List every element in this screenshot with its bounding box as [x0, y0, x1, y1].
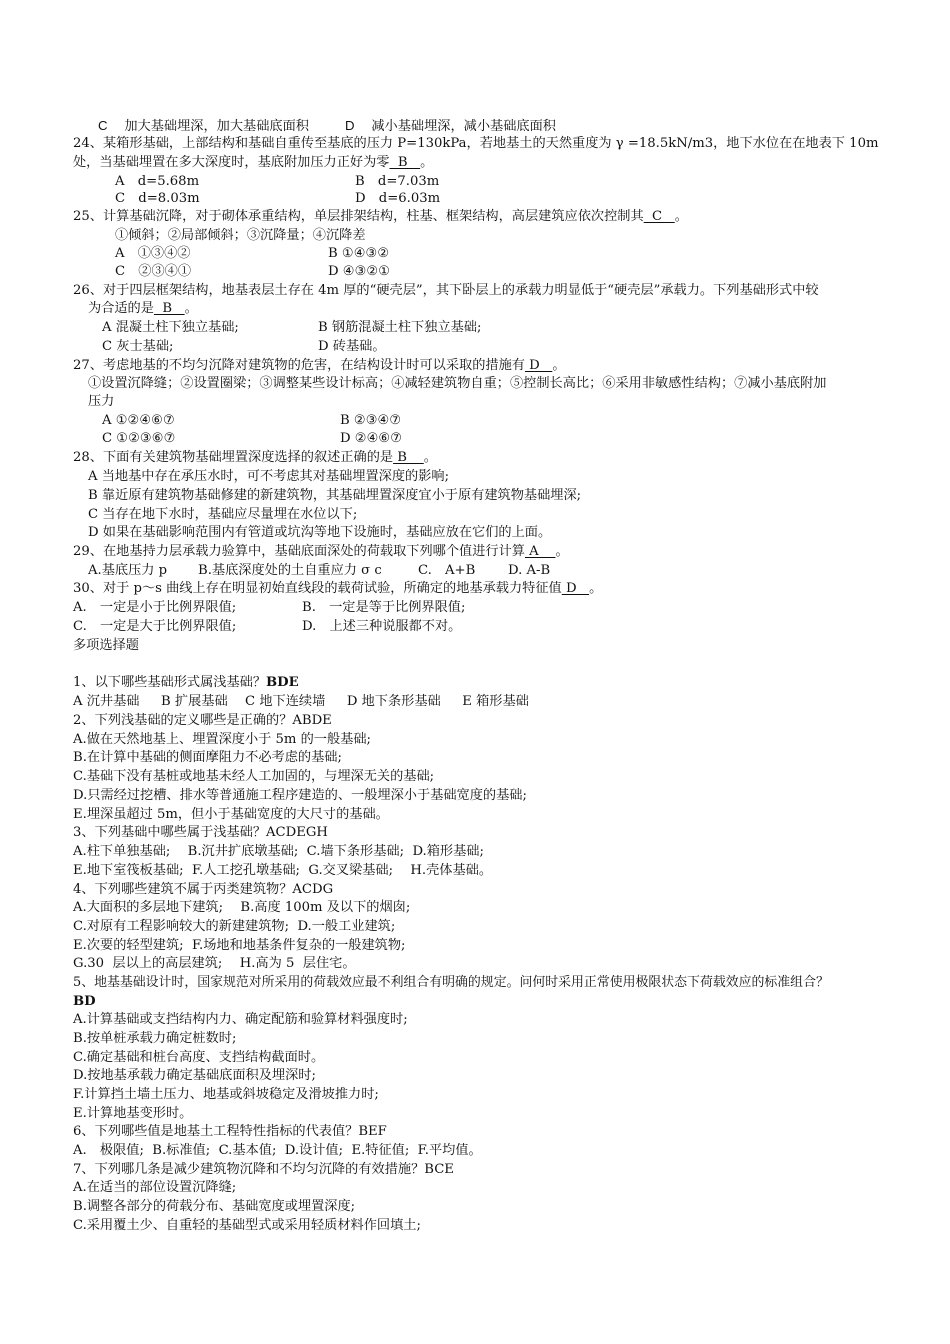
- question-text: 29、在地基持力层承载力验算中，基础底面深处的荷载取下列哪个值进行计算: [73, 544, 525, 559]
- question-25-text: [73, 208, 688, 226]
- option-d: D ④③②①: [328, 264, 391, 279]
- option-d: D 如果在基础影响范围内有管道或坑沟等地下设施时，基础应放在它们的上面。: [88, 525, 552, 540]
- option-d: D. A-B: [508, 563, 551, 578]
- options-line: E.次要的轻型建筑; F.场地和地基条件复杂的一般建筑物;: [73, 938, 406, 953]
- option-a: A.计算基础或支挡结构内力、确定配筋和验算材料强度时;: [73, 1012, 408, 1027]
- answer-blank: B: [389, 155, 421, 170]
- punctuation: 。: [589, 581, 603, 596]
- options-line: E.地下室筏板基础; F.人工挖孔墩基础; G.交叉梁基础; H.壳体基础。: [73, 863, 493, 878]
- option-a: A 当地基中存在承压水时，可不考虑其对基础埋置深度的影响;: [88, 469, 450, 484]
- options-line: C.对原有工程影响较大的新建建筑物; D.一般工业建筑;: [73, 919, 396, 934]
- option-b: B. 一定是等于比例界限值;: [302, 600, 466, 615]
- answer-blank: A: [524, 544, 556, 559]
- section-title: 多项选择题: [73, 638, 139, 653]
- multi-question-7: 7、下列哪几条是减少建筑物沉降和不均匀沉降的有效措施？BCE: [73, 1162, 454, 1177]
- multi-question-6: 6、下列哪些值是地基土工程特性指标的代表值？BEF: [73, 1124, 387, 1139]
- options-line: A. 极限值; B.标准值; C.基本值; D.设计值; E.特征值; F.平均值。: [73, 1143, 482, 1158]
- options-line: A.柱下单独基础; B.沉井扩底墩基础; C.墙下条形基础; D.箱形基础;: [73, 844, 484, 859]
- option-a: A. 一定是小于比例界限值;: [73, 600, 237, 615]
- question-29-text: [73, 543, 569, 561]
- option-e: E.埋深虽超过 5m，但小于基础宽度的大尺寸的基础。: [73, 807, 389, 822]
- question-25-items: ①倾斜；②局部倾斜；③沉降量；④沉降差: [115, 228, 366, 243]
- option-d: D 减小基础埋深，减小基础底面积: [345, 118, 556, 133]
- question-text: 28、下面有关建筑物基础埋置深度选择的叙述正确的是: [73, 450, 394, 465]
- option-c: C 加大基础埋深，加大基础底面积: [98, 118, 309, 133]
- option-d: D.按地基承载力确定基础底面积及埋深时;: [73, 1068, 316, 1083]
- option-a: A ①③④②: [115, 246, 191, 261]
- option-c: C.采用覆土少、自重轻的基础型式或采用轻质材料作回填土;: [73, 1218, 421, 1233]
- punctuation: 。: [674, 209, 688, 224]
- question-26-text-cont: [88, 300, 198, 318]
- options-line: A.大面积的多层地下建筑; B.高度 100m 及以下的烟囱;: [73, 900, 411, 915]
- option-c: C ①②③⑥⑦: [102, 431, 176, 446]
- question-24-text-cont: [73, 154, 433, 172]
- multi-question-1-options: A 沉井基础 B 扩展基础 C 地下连续墙 D 地下条形基础 E 箱形基础: [73, 694, 529, 709]
- option-e: E.计算地基变形时。: [73, 1106, 193, 1121]
- option-d: D ②④⑥⑦: [340, 431, 403, 446]
- option-b: B 钢筋混凝土柱下独立基础;: [318, 320, 482, 335]
- option-a: A ①②④⑥⑦: [102, 413, 175, 428]
- answer-blank: B: [393, 450, 424, 465]
- option-d: D.只需经过挖槽、排水等普通施工程序建造的、一般埋深小于基础宽度的基础;: [73, 788, 527, 803]
- multi-question-5: 5、地基基础设计时，国家规范对所采用的荷载效应最不利组合有明确的规定。问何时采用正常使用极限状态下荷载效应的标准组合？: [73, 975, 829, 990]
- question-text: 30、对于 p～s 曲线上存在明显初始直线段的载荷试验，所确定的地基承载力特征值: [73, 581, 562, 596]
- option-b: B.基底深度处的土自重应力 σ c: [198, 563, 382, 578]
- multi-question-1: [73, 674, 299, 692]
- option-line: [98, 117, 309, 135]
- multi-question-2: 2、下列浅基础的定义哪些是正确的？ABDE: [73, 713, 332, 728]
- question-text: 1、以下哪些基础形式属浅基础？: [73, 675, 267, 690]
- punctuation: 。: [555, 544, 569, 559]
- question-text: 27、考虑地基的不均匀沉降对建筑物的危害，在结构设计时可以采取的措施有: [73, 358, 525, 373]
- option-b: B 靠近原有建筑物基础修建的新建筑物，其基础埋置深度宜小于原有建筑物基础埋深;: [88, 488, 582, 503]
- option-a: A.做在天然地基上、埋置深度小于 5m 的一般基础;: [73, 732, 371, 747]
- question-text: 处，当基础埋置在多大深度时，基底附加压力正好为零: [73, 155, 390, 170]
- option-d: D d=6.03m: [355, 191, 441, 206]
- option-b: B.在计算中基础的侧面摩阻力不必考虑的基础;: [73, 750, 342, 765]
- option-d: D 砖基础。: [318, 339, 386, 354]
- answer-key: BD: [73, 994, 96, 1009]
- question-27-text: [73, 357, 566, 375]
- option-a: A d=5.68m: [115, 174, 200, 189]
- punctuation: 。: [184, 301, 198, 316]
- question-27-items-cont: 压力: [88, 394, 115, 409]
- question-30-text: [73, 580, 602, 598]
- option-c: C. 一定是大于比例界限值;: [73, 619, 237, 634]
- option-c: C 当存在地下水时，基础应尽量埋在水位以下;: [88, 507, 358, 522]
- question-26-text: 26、对于四层框架结构，地基表层土存在 4m 厚的“硬壳层”，其下卧层上的承载力明显低于“硬壳层”承载力。下列基础形式中较: [73, 283, 819, 298]
- question-27-items: ①设置沉降缝；②设置圈梁；③调整某些设计标高；④减轻建筑物自重；⑤控制长高比；⑥采用非敏感性结构；⑦减小基底附加: [88, 376, 827, 391]
- option-b: B ②③④⑦: [340, 413, 402, 428]
- option-c: C. A+B: [418, 563, 476, 578]
- punctuation: 。: [552, 358, 566, 373]
- answer-key: BDE: [266, 675, 299, 690]
- option-c: C.基础下没有基桩或地基未经人工加固的，与埋深无关的基础;: [73, 769, 435, 784]
- option-b: B.按单桩承载力确定桩数时;: [73, 1031, 237, 1046]
- question-24-text: 24、某箱形基础，上部结构和基础自重传至基底的压力 P=130kPa，若地基土的天然重度为 γ =18.5kN/m3，地下水位在在地表下 10m: [73, 136, 879, 151]
- answer-blank: B: [153, 301, 185, 316]
- option-b: B.调整各部分的荷载分布、基础宽度或埋置深度;: [73, 1199, 356, 1214]
- question-text: 25、计算基础沉降，对于砌体承重结构，单层排架结构，柱基、框架结构，高层建筑应依次控制其: [73, 209, 644, 224]
- question-text: 为合适的是: [88, 301, 154, 316]
- options-line: G.30 层以上的高层建筑; H.高为 5 层住宅。: [73, 956, 356, 971]
- multi-question-3: 3、下列基础中哪些属于浅基础？ACDEGH: [73, 825, 328, 840]
- option-d: D. 上述三种说服都不对。: [302, 619, 462, 634]
- punctuation: 。: [423, 450, 437, 465]
- option-c: C 灰士基础;: [102, 339, 174, 354]
- option-c: C.确定基础和桩台高度、支挡结构截面时。: [73, 1050, 325, 1065]
- answer-blank: D: [561, 581, 590, 596]
- option-a: A.在适当的部位设置沉降缝;: [73, 1180, 237, 1195]
- option-c: C d=8.03m: [115, 191, 200, 206]
- option-f: F.计算挡土墙土压力、地基或斜坡稳定及滑坡推力时;: [73, 1087, 379, 1102]
- answer-blank: C: [643, 209, 675, 224]
- option-b: B ①④③②: [328, 246, 390, 261]
- question-28-text: [73, 449, 437, 467]
- multi-question-4: 4、下列哪些建筑不属于丙类建筑物？ACDG: [73, 882, 334, 897]
- option-c: C ②③④①: [115, 264, 192, 279]
- option-b: B d=7.03m: [355, 174, 440, 189]
- option-a: A 混凝土柱下独立基础;: [102, 320, 239, 335]
- option-line: [345, 117, 556, 135]
- option-a: A.基底压力 p: [88, 563, 168, 578]
- answer-blank: D: [524, 358, 553, 373]
- punctuation: 。: [420, 155, 434, 170]
